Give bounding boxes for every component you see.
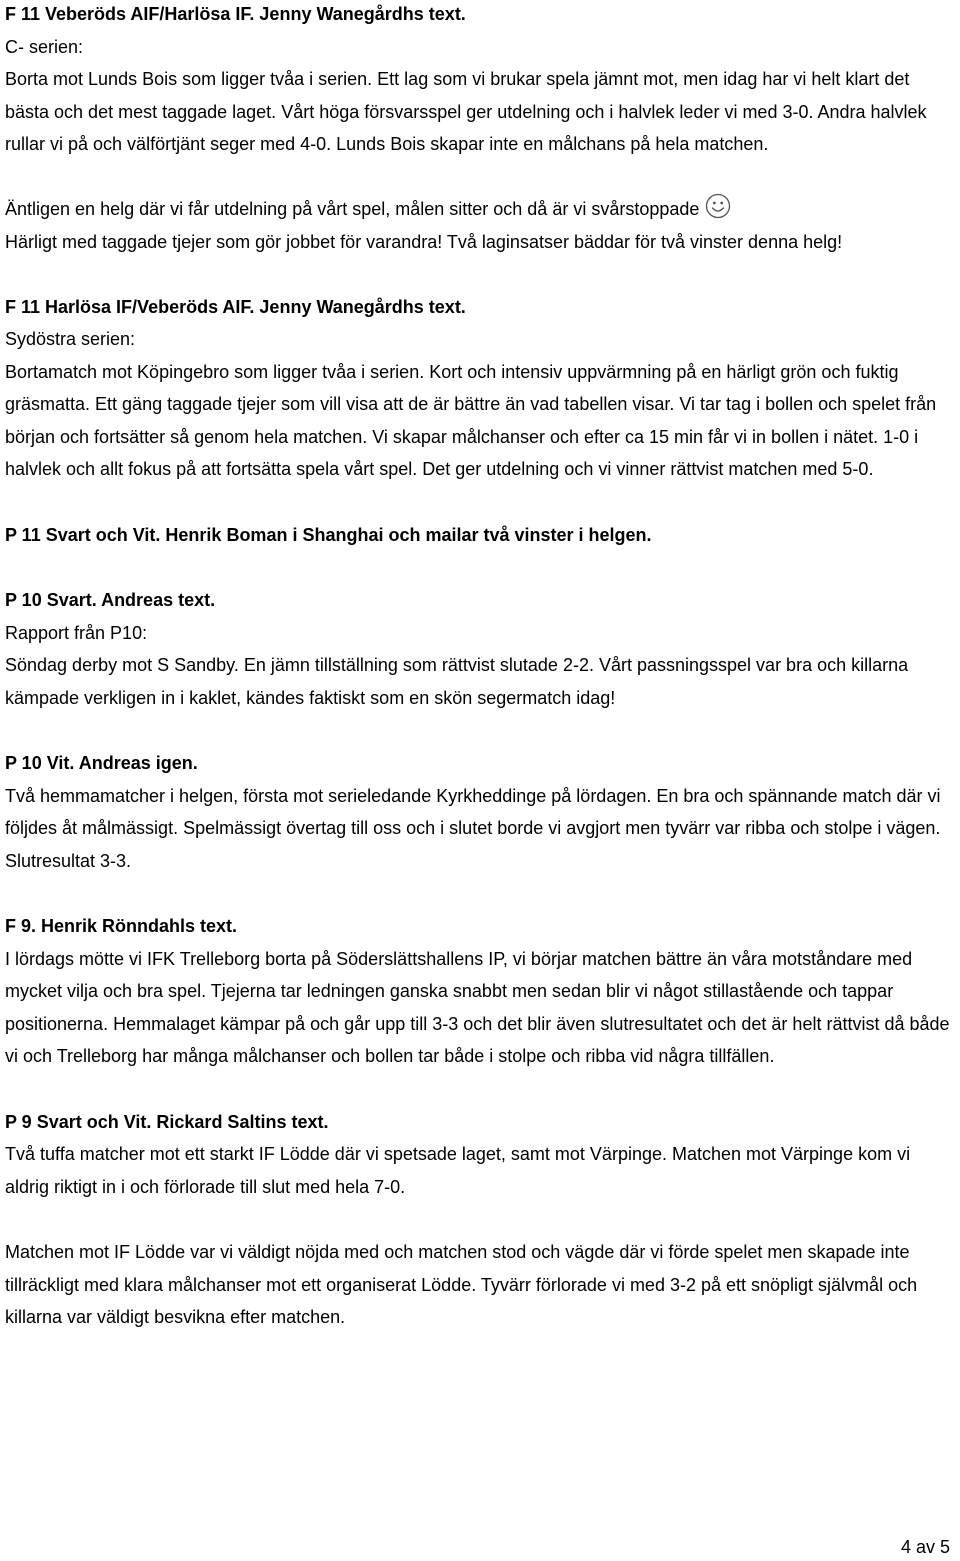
section-heading: F 11 Veberöds AIF/Harlösa IF. Jenny Wanegårdhs text. — [5, 4, 466, 24]
paragraph: Borta mot Lunds Bois som ligger tvåa i serien. Ett lag som vi brukar spela jämnt mot, men idag har vi helt klart det bästa och det mest taggade laget. Vårt höga försvarsspel ger utdelning och i halvlek leder vi med 3-0. Andra halvlek rullar vi på och välförtjänt seger med 4-0. Lunds Bois skapar inte en målchans på hela matchen. — [5, 69, 927, 154]
section-heading: P 9 Svart och Vit. Rickard Saltins text. — [5, 1111, 329, 1132]
paragraph: I lördags mötte vi IFK Trelleborg borta på Söderslättshallens IP, vi börjar matchen bättre än våra motståndare med mycket vilja och bra spel. Tjejerna tar ledningen ganska snabbt men sedan blir vi något stillastående och tappar positionerna. Hemmalaget kämpar på och går upp till 3-3 och det blir även slutresultatet och det är helt rättvist då både vi och Trelleborg har många målchanser och bollen tar både i stolpe och ribba vid några tillfällen. — [5, 948, 950, 1066]
section-heading: F 11 Harlösa IF/Veberöds AIF. Jenny Wanegårdhs text. — [5, 296, 466, 317]
section-heading: F 9. Henrik Rönndahls text. — [5, 916, 238, 936]
section-subheading: Rapport från P10: — [5, 622, 148, 643]
section-subheading: Sydöstra serien: — [5, 329, 136, 349]
report-section-p11 — [5, 519, 955, 552]
section-heading: P 10 Vit. Andreas igen. — [5, 753, 198, 773]
report-section-p9 — [5, 1106, 955, 1334]
report-section-f9 — [5, 910, 955, 1073]
document-page — [5, 0, 955, 1334]
report-section-f11-harlosa — [5, 291, 955, 486]
section-heading: P 10 Svart. Andreas text. — [5, 590, 216, 610]
paragraph-with-smiley — [5, 193, 955, 226]
paragraph: Söndag derby mot S Sandby. En jämn tillställning som rättvist slutade 2-2. Vårt passningsspel var bra och killarna kämpade verkligen in i kaklet, kändes faktiskt som en skön segermatch idag! — [5, 655, 909, 708]
paragraph: Två hemmamatcher i helgen, första mot serieledande Kyrkheddinge på lördagen. En bra och spännande match där vi följdes åt målmässigt. Spelmässigt övertag till oss och i slutet borde vi avgjort men tyvärr var ribba och stolpe i vägen. Slutresultat 3-3. — [5, 785, 941, 871]
smiley-icon — [705, 193, 731, 219]
report-section-p10-svart — [5, 584, 955, 714]
paragraph: Bortamatch mot Köpingebro som ligger tvåa i serien. Kort och intensiv uppvärmning på en härligt grön och fuktig gräsmatta. Ett gäng taggade tjejer som vill visa att de är bättre än vad tabellen visar. Vi tar tag i bollen och spelet från början och fortsätter så genom hela matchen. Vi skapar målchanser och efter ca 15 min får vi in bollen i nätet. 1-0 i halvlek och allt fokus på att fortsätta spela vårt spel. Det ger utdelning och vi vinner rättvist matchen med 5-0. — [5, 361, 937, 479]
page-number: 4 av 5 — [900, 1537, 950, 1557]
paragraph: Härligt med taggade tjejer som gör jobbet för varandra! Två laginsatser bäddar för två vinster denna helg! — [5, 231, 843, 252]
report-section-p10-vit — [5, 747, 955, 877]
report-section-f11-veberod — [5, 0, 955, 258]
section-subheading: C- serien: — [5, 36, 84, 57]
section-heading: P 11 Svart och Vit. Henrik Boman i Shanghai och mailar två vinster i helgen. — [5, 524, 652, 545]
paragraph: Matchen mot IF Lödde var vi väldigt nöjda med och matchen stod och vägde där vi förde spelet men skapade inte tillräckligt med klara målchanser mot ett organiserat Lödde. Tyvärr förlorade vi med 3-2 på ett snöpligt självmål och killarna var väldigt besvikna efter matchen. — [5, 1242, 918, 1327]
paragraph: Två tuffa matcher mot ett starkt IF Lödde där vi spetsade laget, samt mot Värpinge. Matchen mot Värpinge kom vi aldrig riktigt in i och förlorade till slut med hela 7-0. — [5, 1144, 911, 1197]
paragraph-text: Äntligen en helg där vi får utdelning på vårt spel, målen sitter och då är vi svårstoppade — [5, 199, 700, 219]
